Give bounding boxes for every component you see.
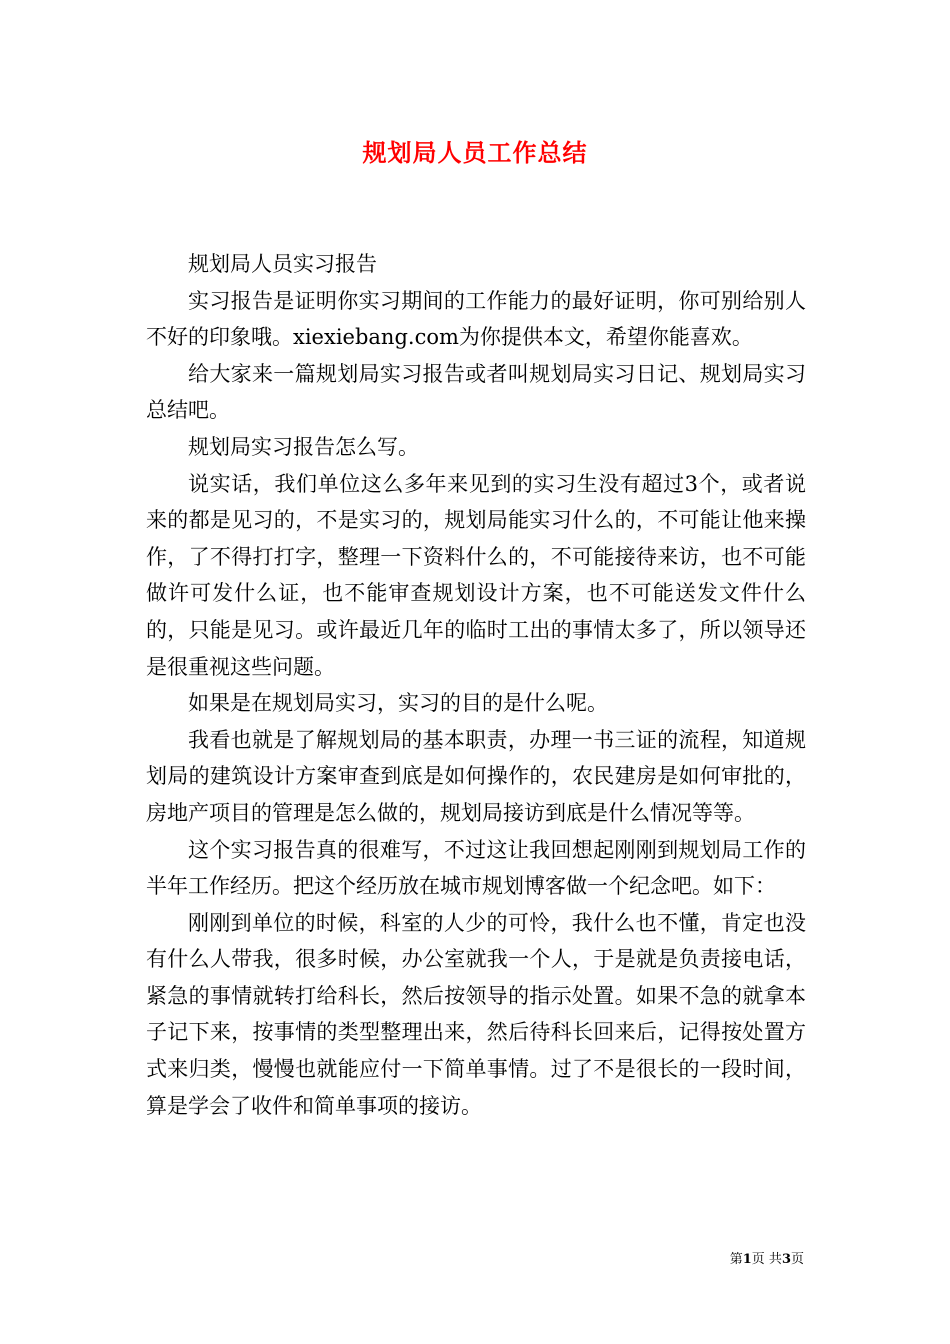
paragraph: 这个实习报告真的很难写，不过这让我回想起刚刚到规划局工作的半年工作经历。把这个经历放在城市规划博客做一个纪念吧。如下： bbox=[146, 837, 806, 899]
footer-prefix: 第 bbox=[729, 1252, 743, 1267]
total-page-number: 3 bbox=[781, 1252, 791, 1267]
paragraph: 实习报告是证明你实习期间的工作能力的最好证明，你可别给别人不好的印象哦。xiexiebang.com为你提供本文，希望你能喜欢。 bbox=[146, 288, 806, 350]
paragraph: 刚刚到单位的时候，科室的人少的可怜，我什么也不懂，肯定也没有什么人带我，很多时候，办公室就我一个人，于是就是负责接电话，紧急的事情就转打给科长，然后按领导的指示处置。如果不急的就拿本子记下来，按事情的类型整理出来，然后待科长回来后，记得按处置方式来归类，慢慢也就能应付一下简单事情。过了不是很长的一段时间，算是学会了收件和简单事项的接访。 bbox=[146, 910, 806, 1118]
paragraph: 我看也就是了解规划局的基本职责，办理一书三证的流程，知道规划局的建筑设计方案审查到底是如何操作的，农民建房是如何审批的，房地产项目的管理是怎么做的，规划局接访到底是什么情况等等。 bbox=[146, 727, 806, 825]
document-title: 规划局人员工作总结 bbox=[362, 138, 588, 167]
paragraph: 说实话，我们单位这么多年来见到的实习生没有超过3个，或者说来的都是见习的，不是实习的，规划局能实习什么的，不可能让他来操作，了不得打打字，整理一下资料什么的，不可能接待来访，也不可能做许可发什么证，也不能审查规划设计方案，也不可能送发文件什么的，只能是见习。或许最近几年的临时工出的事情太多了，所以领导还是很重视这些问题。 bbox=[146, 471, 806, 679]
footer-middle: 页 共 bbox=[751, 1252, 782, 1267]
document-body bbox=[146, 246, 806, 1124]
paragraph: 给大家来一篇规划局实习报告或者叫规划局实习日记、规划局实习总结吧。 bbox=[146, 361, 806, 423]
paragraph: 规划局人员实习报告 bbox=[188, 252, 377, 276]
paragraph: 如果是在规划局实习，实习的目的是什么呢。 bbox=[188, 691, 608, 716]
page-number-footer bbox=[730, 1248, 804, 1267]
footer-suffix: 页 bbox=[790, 1252, 804, 1267]
paragraph: 规划局实习报告怎么写。 bbox=[188, 434, 419, 459]
current-page-number: 1 bbox=[742, 1252, 752, 1267]
